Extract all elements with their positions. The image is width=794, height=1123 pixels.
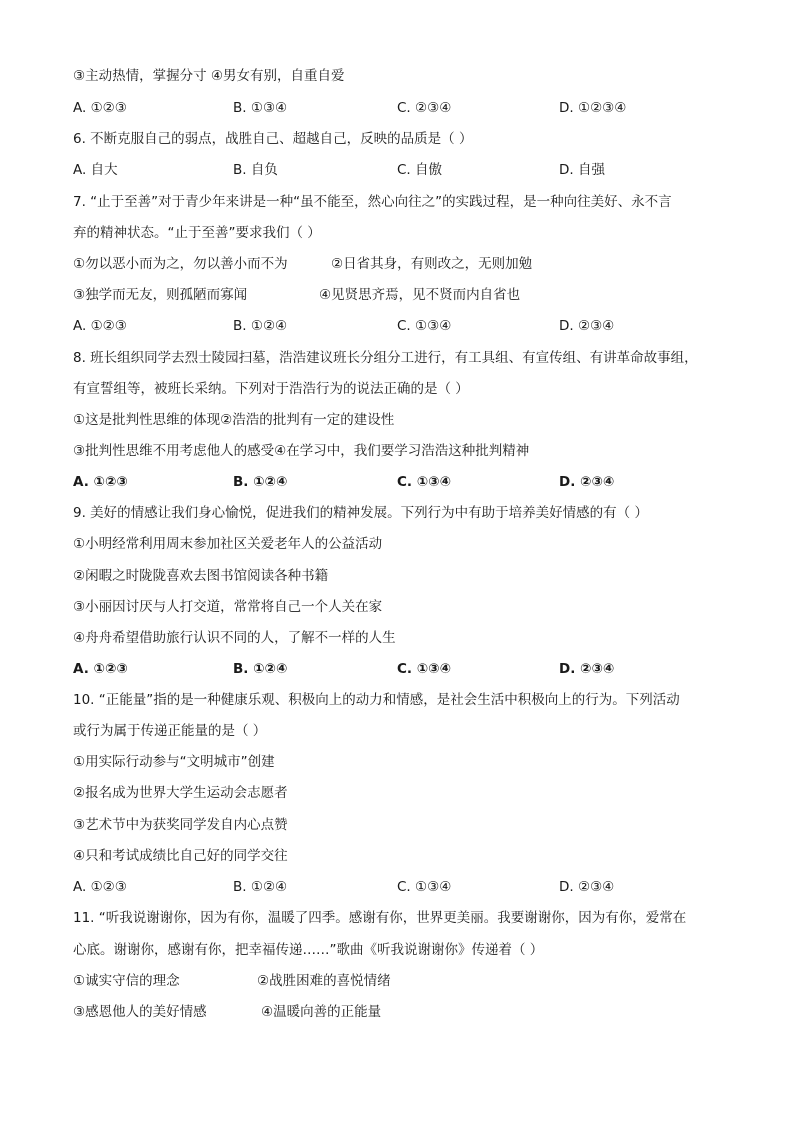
q7-statement-4: ④见贤思齐焉，见不贤而内自省也	[319, 287, 521, 303]
q7-option-c[interactable]: C. ①③④	[397, 318, 452, 334]
q8-stem-line2: 有宣誓组等，被班长采纳。下列对于浩浩行为的说法正确的是（ ）	[73, 381, 469, 397]
q11-stem-line2: 心底。谢谢你，感谢有你，把幸福传递……”歌曲《听我说谢谢你》传递着（ ）	[73, 942, 544, 958]
q7-option-a[interactable]: A. ①②③	[73, 318, 127, 334]
q10-statement-3: ③艺术节中为获奖同学发自内心点赞	[73, 817, 288, 833]
q6-stem: 6. 不断克服自己的弱点，战胜自己、超越自己，反映的品质是（ ）	[73, 131, 473, 147]
q9-stem: 9. 美好的情感让我们身心愉悦，促进我们的精神发展。下列行为中有助于培养美好情感的有（ ）	[73, 505, 648, 521]
q9-option-d[interactable]: D. ②③④	[559, 661, 615, 677]
q9-option-a[interactable]: A. ①②③	[73, 661, 128, 677]
q11-statement-2: ②战胜困难的喜悦情绪	[257, 973, 391, 989]
q6-option-a[interactable]: A. 自大	[73, 162, 118, 178]
q11-statements-row2	[73, 1002, 733, 1022]
q8-statements-line1: ①这是批判性思维的体现②浩浩的批判有一定的建设性	[73, 412, 395, 428]
q5-options	[73, 98, 733, 118]
q7-option-d[interactable]: D. ②③④	[559, 318, 615, 334]
q11-statements-row1	[73, 971, 733, 991]
q10-option-b[interactable]: B. ①②④	[233, 879, 288, 895]
q6-option-d[interactable]: D. 自强	[559, 162, 605, 178]
q6-option-b[interactable]: B. 自负	[233, 162, 278, 178]
q10-statement-1: ①用实际行动参与“文明城市”创建	[73, 754, 275, 770]
q9-statement-3: ③小丽因讨厌与人打交道，常常将自己一个人关在家	[73, 599, 383, 615]
q7-option-b[interactable]: B. ①②④	[233, 318, 288, 334]
q7-stem-line2: 弃的精神状态。“止于至善”要求我们（ ）	[73, 225, 321, 241]
q8-options	[73, 472, 733, 492]
q10-options	[73, 877, 733, 897]
q5-statements: ③主动热情，掌握分寸 ④男女有别，自重自爱	[73, 68, 345, 84]
q9-statement-1: ①小明经常利用周末参加社区关爱老年人的公益活动	[73, 536, 383, 552]
q8-option-c[interactable]: C. ①③④	[397, 474, 452, 490]
q5-option-d[interactable]: D. ①②③④	[559, 100, 627, 116]
q8-option-d[interactable]: D. ②③④	[559, 474, 615, 490]
q11-statement-1: ①诚实守信的理念	[73, 973, 180, 989]
q7-statements-row1	[73, 254, 733, 274]
q10-option-d[interactable]: D. ②③④	[559, 879, 615, 895]
q9-options	[73, 659, 733, 679]
q7-statements-row2	[73, 285, 733, 305]
q8-statements-line2: ③批判性思维不用考虑他人的感受④在学习中，我们要学习浩浩这种批判精神	[73, 443, 530, 459]
q10-statement-4: ④只和考试成绩比自己好的同学交往	[73, 848, 288, 864]
q10-option-c[interactable]: C. ①③④	[397, 879, 452, 895]
q6-options	[73, 160, 733, 180]
q8-option-b[interactable]: B. ①②④	[233, 474, 288, 490]
q11-statement-4: ④温暖向善的正能量	[261, 1004, 382, 1020]
q8-stem-line1: 8. 班长组织同学去烈士陵园扫墓，浩浩建议班长分组分工进行，有工具组、有宣传组、有讲革命故事组，	[73, 350, 698, 366]
q9-statement-4: ④舟舟希望借助旅行认识不同的人，了解不一样的人生	[73, 630, 396, 646]
q5-option-c[interactable]: C. ②③④	[397, 100, 452, 116]
q10-stem-line1: 10. “正能量”指的是一种健康乐观、积极向上的动力和情感，是社会生活中积极向上的行为。下列活动	[73, 692, 680, 708]
q9-statement-2: ②闲暇之时陇陇喜欢去图书馆阅读各种书籍	[73, 568, 329, 584]
q10-statement-2: ②报名成为世界大学生运动会志愿者	[73, 785, 288, 801]
q10-option-a[interactable]: A. ①②③	[73, 879, 127, 895]
q7-options	[73, 316, 733, 336]
q5-option-b[interactable]: B. ①③④	[233, 100, 288, 116]
q10-stem-line2: 或行为属于传递正能量的是（ ）	[73, 723, 267, 739]
q7-statement-2: ②日省其身，有则改之，无则加勉	[331, 256, 533, 272]
q7-statement-3: ③独学而无友，则孤陋而寡闻	[73, 287, 248, 303]
q11-statement-3: ③感恩他人的美好情感	[73, 1004, 207, 1020]
q7-statement-1: ①勿以恶小而为之，勿以善小而不为	[73, 256, 288, 272]
q9-option-c[interactable]: C. ①③④	[397, 661, 452, 677]
q5-option-a[interactable]: A. ①②③	[73, 100, 127, 116]
q9-option-b[interactable]: B. ①②④	[233, 661, 288, 677]
q8-option-a[interactable]: A. ①②③	[73, 474, 128, 490]
q7-stem-line1: 7. “止于至善”对于青少年来讲是一种“虽不能至，然心向往之”的实践过程，是一种向往美好、永不言	[73, 194, 672, 210]
q6-option-c[interactable]: C. 自傲	[397, 162, 443, 178]
q11-stem-line1: 11. “听我说谢谢你，因为有你，温暖了四季。感谢有你，世界更美丽。我要谢谢你，因为有你，爱常在	[73, 910, 687, 926]
